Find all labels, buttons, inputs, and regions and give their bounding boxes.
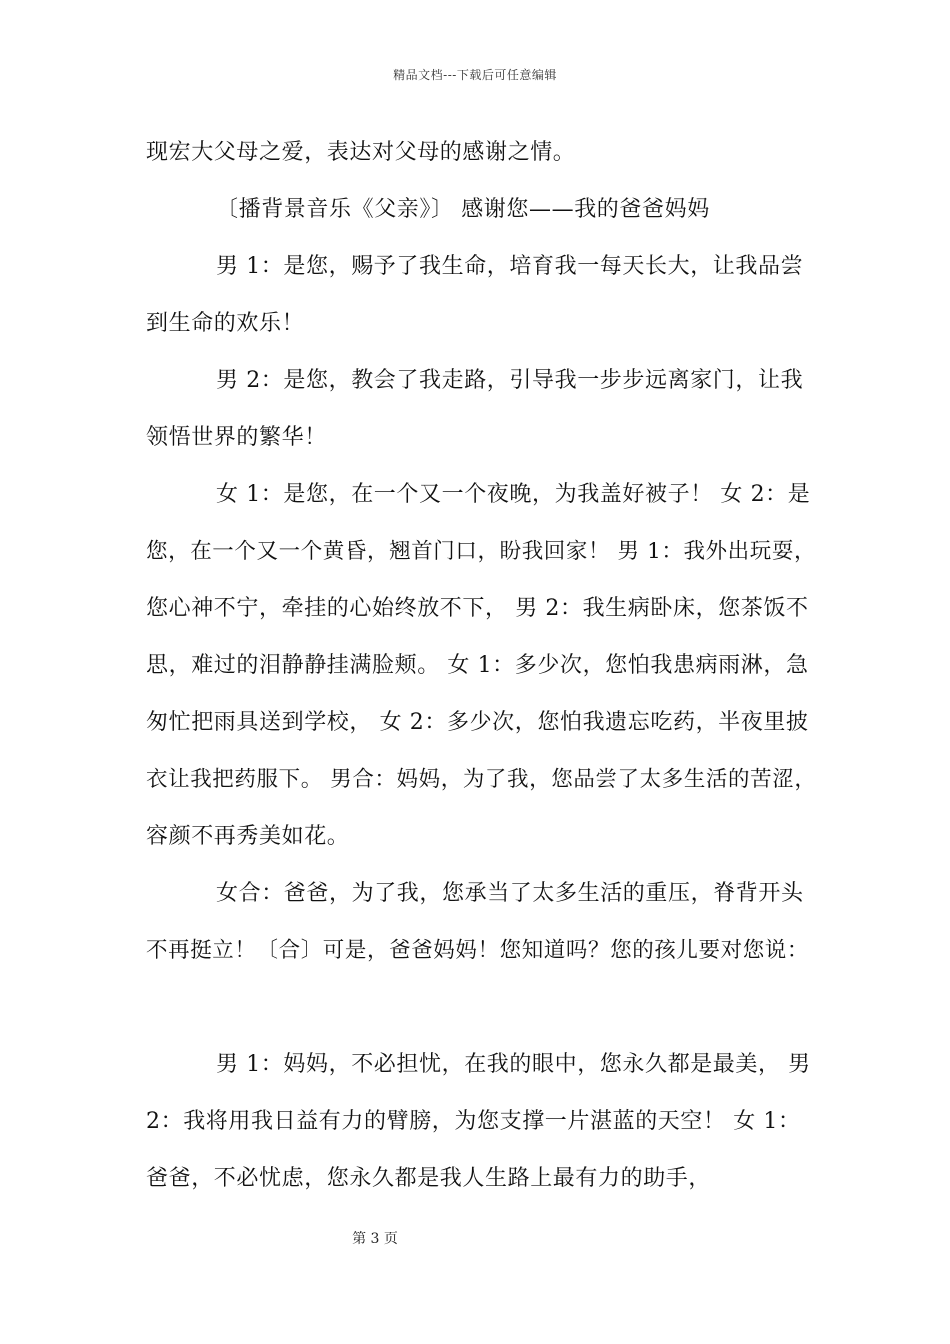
text-line: 现宏大父母之爱，表达对父母的感谢之情。 xyxy=(146,140,576,165)
text-line: 领悟世界的繁华！ xyxy=(146,425,327,450)
page-number: 第 3 页 xyxy=(352,1231,398,1247)
text-line: 男 1：是您，赐予了我生命，培育我一每天长大，让我品尝 xyxy=(216,254,804,279)
text-line: 女 1：是您，在一个又一个夜晚，为我盖好被子！ 女 2：是 xyxy=(216,482,811,507)
text-line: 不再挺立！〔合〕可是，爸爸妈妈！您知道吗？您的孩儿要对您说： xyxy=(146,938,810,963)
text-line: 匆忙把雨具送到学校， 女 2：多少次，您怕我遗忘吃药，半夜里披 xyxy=(146,710,809,735)
text-line: 2：我将用我日益有力的臂膀，为您支撑一片湛蓝的天空！ 女 1： xyxy=(146,1109,801,1134)
text-line: 您，在一个又一个黄昏，翘首门口，盼我回家！ 男 1：我外出玩耍， xyxy=(146,539,817,564)
text-line: 您心神不宁，牵挂的心始终放不下， 男 2：我生病卧床，您茶饭不 xyxy=(146,596,809,621)
page-header: 精品文档---下载后可任意编辑 xyxy=(393,68,557,82)
text-line: 爸爸，不必忧虑，您永久都是我人生路上最有力的助手， xyxy=(146,1166,712,1191)
text-line: 衣让我把药服下。 男合：妈妈，为了我，您品尝了太多生活的苦涩， xyxy=(146,767,817,792)
text-line: 〔播背景音乐《父亲》〕 感谢您——我的爸爸妈妈 xyxy=(216,197,710,222)
text-line: 思，难过的泪静静挂满脸颊。 女 1：多少次，您怕我患病雨淋，急 xyxy=(146,653,809,678)
text-line: 男 2：是您，教会了我走路，引导我一步步远离家门，让我 xyxy=(216,368,804,393)
text-line: 到生命的欢乐！ xyxy=(146,311,305,336)
text-line: 容颜不再秀美如花。 xyxy=(146,824,350,849)
text-line: 女合：爸爸，为了我，您承当了太多生活的重压，脊背开头 xyxy=(216,881,804,906)
text-line: 男 1：妈妈，不必担忧，在我的眼中，您永久都是最美， 男 xyxy=(216,1052,811,1077)
